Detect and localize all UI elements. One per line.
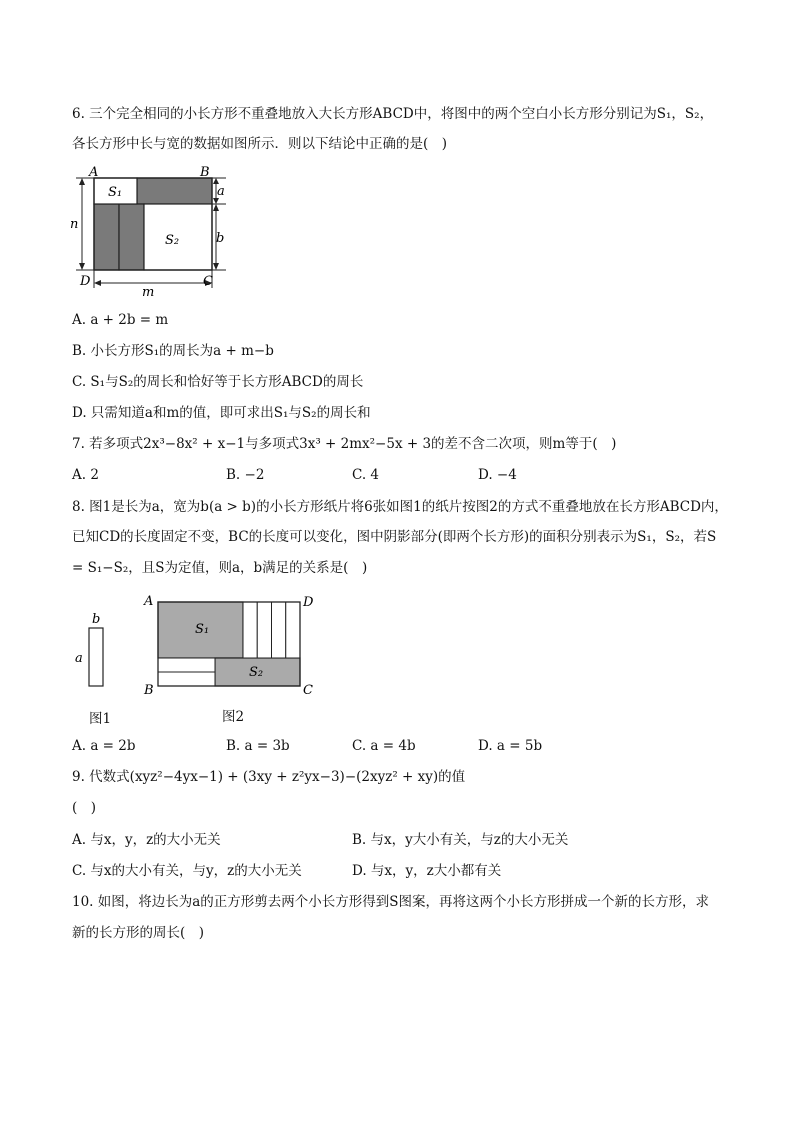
q6-label-D: D <box>80 274 91 289</box>
q9-option-a: A. 与x，y，z的大小无关 <box>72 832 221 848</box>
q9-option-d: D. 与x，y，z大小都有关 <box>352 863 502 879</box>
q8-fig2-strip-2 <box>257 602 271 658</box>
q8-stem-line2: 已知CD的长度固定不变，BC的长度可以变化，图中阴影部分(即两个长方形)的面积分别表示为S₁，S₂，若S <box>72 529 717 545</box>
q6-option-d: D. 只需知道a和m的值，即可求出S₁与S₂的周长和 <box>72 405 371 421</box>
q8-fig1-label-a: a <box>75 651 83 666</box>
q10-stem-line1: 10. 如图，将边长为a的正方形剪去两个小长方形得到S图案，再将这两个小长方形拼成一个新的长方形，求 <box>72 894 710 910</box>
q8-figure1-caption: 图1 <box>89 711 112 727</box>
q8-fig2-label-B: B <box>144 683 154 698</box>
q6-option-c: C. S₁与S₂的周长和恰好等于长方形ABCD的周长 <box>72 374 364 390</box>
q6-stem-line1: 6. 三个完全相同的小长方形不重叠地放入大长方形ABCD中，将图中的两个空白小长方形分别记为S₁，S₂， <box>72 106 714 122</box>
q9-paren: ( ) <box>72 800 97 816</box>
q8-figure2-caption: 图2 <box>222 709 245 725</box>
q6-label-S1: S₁ <box>108 185 123 200</box>
q8-fig2-label-A: A <box>144 594 154 609</box>
q8-option-b: B. a = 3b <box>226 738 290 754</box>
q6-label-B: B <box>200 165 210 180</box>
q8-fig1-label-b: b <box>92 612 101 627</box>
q7-option-c: C. 4 <box>352 467 380 483</box>
q9-stem: 9. 代数式(xyz²−4yx−1) + (3xy + z²yx−3)−(2xyz² + xy)的值 <box>72 769 466 785</box>
q8-fig2-hstrip-2 <box>158 672 215 686</box>
q8-fig2-label-C: C <box>303 683 313 698</box>
q8-fig2-label-D: D <box>303 595 314 610</box>
q8-figure1 <box>72 610 112 690</box>
q8-option-d: D. a = 5b <box>478 738 543 754</box>
q8-stem-line3: = S₁−S₂，且S为定值，则a，b满足的关系是( ) <box>72 560 368 576</box>
q6-label-S2: S₂ <box>165 233 180 248</box>
q7-option-a: A. 2 <box>72 467 99 483</box>
q8-option-a: A. a = 2b <box>72 738 136 754</box>
q7-option-d: D. −4 <box>478 467 517 483</box>
q6-label-A: A <box>89 165 99 180</box>
q8-figure2 <box>140 590 320 702</box>
q9-option-c: C. 与x的大小有关，与y，z的大小无关 <box>72 863 302 879</box>
q7-option-b: B. −2 <box>226 467 265 483</box>
q6-option-a: A. a + 2b = m <box>72 312 169 328</box>
q10-stem-line2: 新的长方形的周长( ) <box>72 925 205 941</box>
q6-label-C: C <box>203 274 213 289</box>
q8-stem-line1: 8. 图1是长为a，宽为b(a > b)的小长方形纸片将6张如图1的纸片按图2的方式不重叠地放在长方形ABCD内， <box>72 499 728 515</box>
q6-option-b: B. 小长方形S₁的周长为a + m−b <box>72 343 274 359</box>
q8-fig2-label-S2: S₂ <box>249 665 264 680</box>
q6-shaded-top <box>137 178 212 204</box>
q6-label-m: m <box>142 285 155 300</box>
q6-shaded-left-2 <box>119 204 144 270</box>
q8-fig1-rect <box>89 628 103 686</box>
q6-shaded-left-1 <box>94 204 119 270</box>
q8-fig2-strip-3 <box>272 602 286 658</box>
q8-fig2-hstrip-1 <box>158 658 215 672</box>
q6-label-a: a <box>217 184 225 199</box>
q6-label-b: b <box>216 231 225 246</box>
q8-option-c: C. a = 4b <box>352 738 416 754</box>
q8-fig2-strip-4 <box>286 602 300 658</box>
q8-fig2-strip-1 <box>243 602 257 658</box>
q6-label-n: n <box>70 217 79 232</box>
q6-stem-line2: 各长方形中长与宽的数据如图所示．则以下结论中正确的是( ) <box>72 136 448 152</box>
q9-option-b: B. 与x，y大小有关，与z的大小无关 <box>352 832 569 848</box>
q8-fig2-label-S1: S₁ <box>195 622 210 637</box>
q7-stem: 7. 若多项式2x³−8x² + x−1与多项式3x³ + 2mx²−5x + 3的差不含二次项，则m等于( ) <box>72 436 617 452</box>
q6-figure <box>66 164 256 300</box>
